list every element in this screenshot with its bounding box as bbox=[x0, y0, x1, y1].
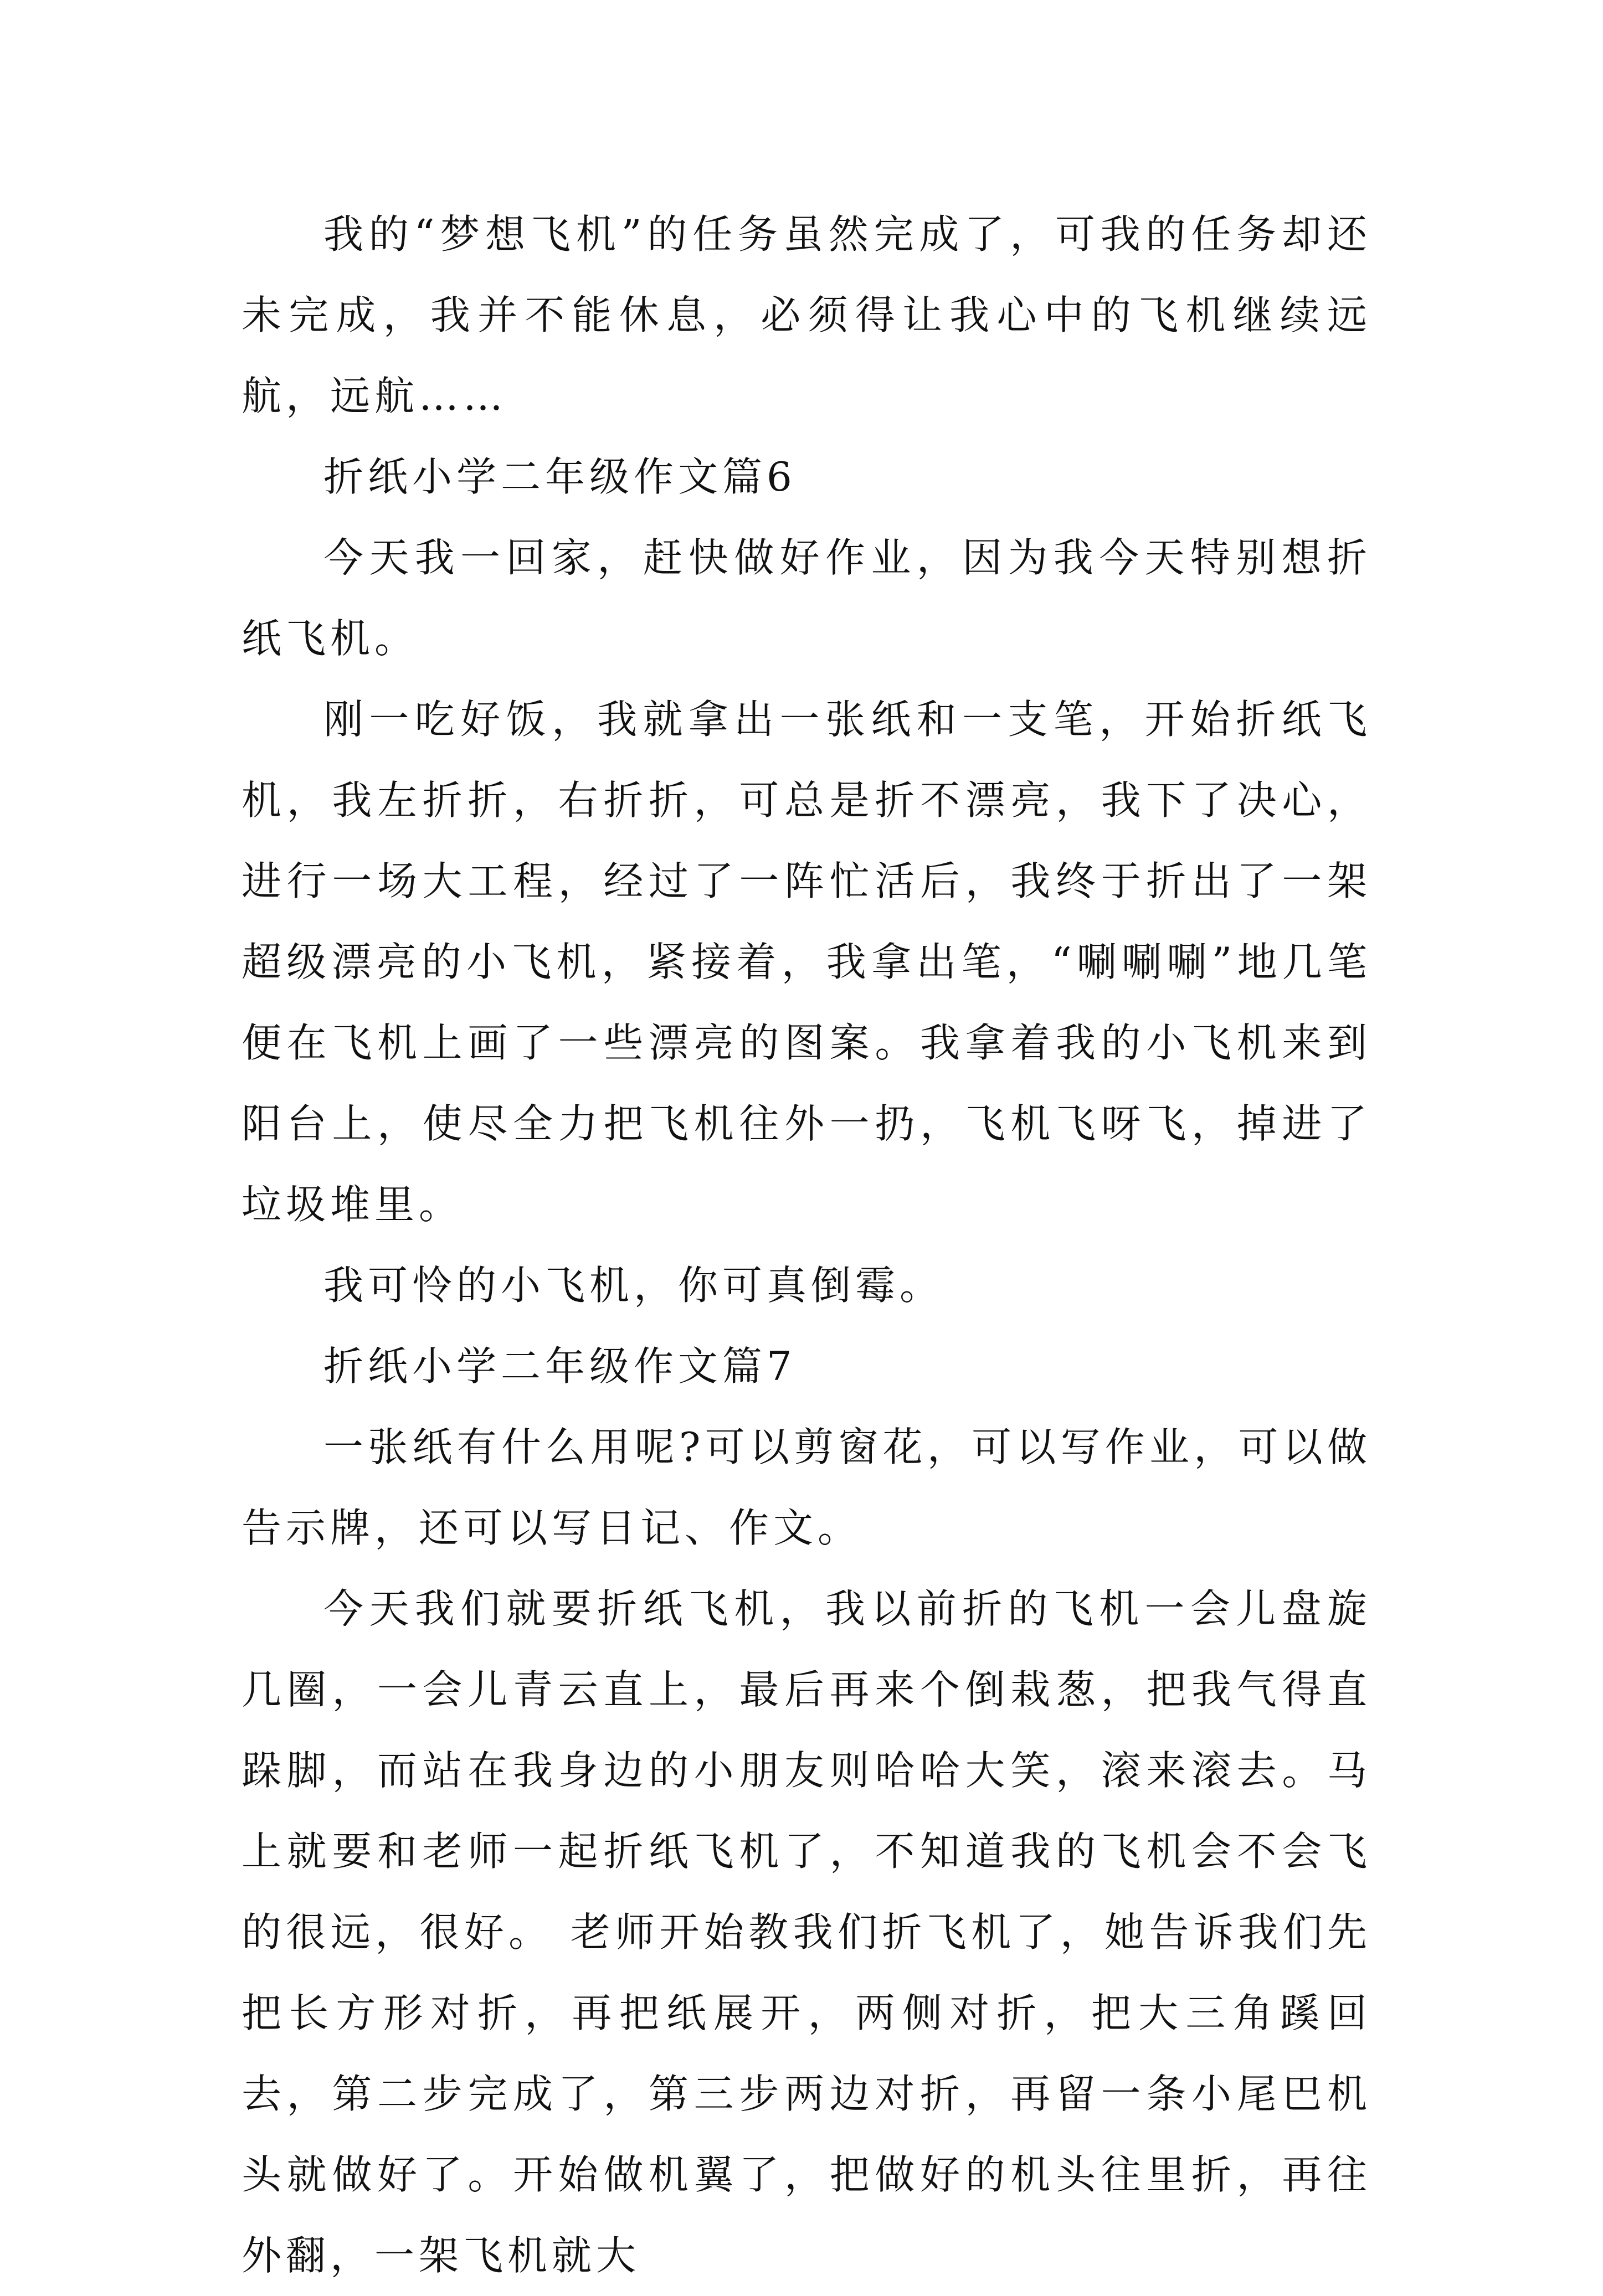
paragraph-home-homework: 今天我一回家，赶快做好作业，因为我今天特别想折纸飞机。 bbox=[242, 534, 1371, 662]
document-body bbox=[242, 194, 1371, 2296]
paragraph-paper-uses: 一张纸有什么用呢?可以剪窗花，可以写作业，可以做告示牌，还可以写日记、作文。 bbox=[242, 1424, 1371, 1551]
paragraph-poor-plane: 我可怜的小飞机，你可真倒霉。 bbox=[323, 1262, 944, 1309]
essay-heading-6: 折纸小学二年级作文篇6 bbox=[323, 454, 797, 500]
paragraph-class-folding: 今天我们就要折纸飞机，我以前折的飞机一会儿盘旋几圈，一会儿青云直上，最后再来个倒栽葱，把我气得直跺脚，而站在我身边的小朋友则哈哈大笑，滚来滚去。马上就要和老师一起折纸飞机了，不知道我的飞机会不会飞的很远，很好。 老师开始教我们折飞机了，她告诉我们先把长方形对折，再把纸展开，两侧对折，把大三角蹊回去，第二步完成了，第三步两边对折，再留一条小尾巴机头就做好了。开始做机翼了，把做好的机头往里折，再往外翻，一架飞机就大 bbox=[242, 1585, 1371, 2279]
paragraph-dream-plane: 我的“梦想飞机”的任务虽然完成了，可我的任务却还未完成，我并不能休息，必须得让我心中的飞机继续远航，远航…… bbox=[242, 211, 1371, 419]
paragraph-folding-plane: 刚一吃好饭，我就拿出一张纸和一支笔，开始折纸飞机，我左折折，右折折，可总是折不漂亮，我下了决心，进行一场大工程，经过了一阵忙活后，我终于折出了一架超级漂亮的小飞机，紧接着，我拿出笔，“唰唰唰”地几笔便在飞机上画了一些漂亮的图案。我拿着我的小飞机来到阳台上，使尽全力把飞机往外一扔，飞机飞呀飞，掉进了垃圾堆里。 bbox=[242, 696, 1371, 1228]
essay-heading-7: 折纸小学二年级作文篇7 bbox=[323, 1343, 797, 1389]
